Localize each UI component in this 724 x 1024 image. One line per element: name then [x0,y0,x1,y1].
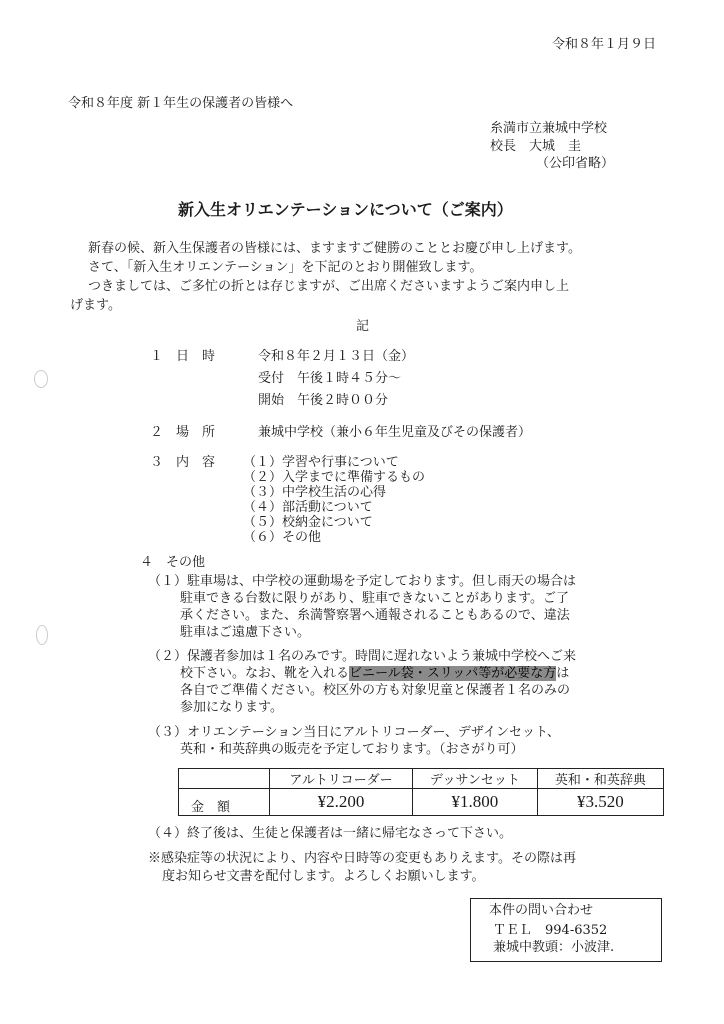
content-item: （３）中学校生活の心得 [243,485,387,500]
other-p2-line: 各自でご準備ください。校区外の方も対象児童と保護者１名のみの [180,683,571,698]
document-date: 令和８年１月９日 [551,37,656,52]
other-label: ４ その他 [140,555,206,570]
price-table-row [179,789,664,816]
content-item: （６）その他 [243,530,322,545]
content-label: ３ 内 容 [150,455,216,470]
contact-box [470,898,662,962]
note-line: ※感染症等の状況により、内容や日時等の変更もありえます。その際は再 [148,851,576,866]
other-p3-line: 英和・和英辞典の販売を予定しております。（おさがり可） [180,742,524,757]
content-item: （４）部活動について [243,500,373,515]
punch-hole-mark [34,370,48,388]
contact-tel: ＴＥＬ 994-6352 [493,923,608,938]
price-table-header-row [179,769,664,789]
body-line: さて、「新入生オリエンテーション」を下記のとおり開催致します。 [88,260,483,275]
addressee: 令和８年度 新１年生の保護者の皆様へ [68,96,294,111]
header-cell: アルトリコーダー [270,769,413,789]
body-line: 新春の候、新入生保護者の皆様には、ますますご健勝のこととお慶び申し上げます。 [88,241,581,256]
content-item: （５）校納金について [243,515,373,530]
header-cell: デッサンセット [412,769,537,789]
contact-heading: 本件の問い合わせ [489,903,594,918]
other-p1-line: 承ください。また、糸満警察署へ通報されることもあるので、違法 [180,608,570,623]
price-cell: ¥2.200 [270,789,413,816]
content-item: （２）入学までに準備するもの [243,470,426,485]
datetime-start: 開始 午後２時００分 [258,393,389,408]
other-p2-text: 校下さい。なお、靴を入れる [180,666,350,681]
place-label: ２ 場 所 [150,425,216,440]
sender-school: 糸満市立兼城中学校 [490,121,608,136]
datetime-reception: 受付 午後１時４５分～ [258,371,402,386]
body-line: つきましては、ご多忙の折とは存じますが、ご出席くださいますようご案内申し上 [88,279,570,294]
price-table [178,768,664,816]
other-p4: （４）終了後は、生徒と保護者は一緒に帰宅なさって下さい。 [148,826,513,841]
punch-hole-mark [36,625,48,645]
other-p1-line: 駐車できる台数に限りがあり、駐車できないことがあります。ご了 [180,591,569,606]
note-line: 度お知らせ文書を配付します。よろしくお願いします。 [162,869,485,884]
other-p1-line: 駐車はご遠慮下さい。 [180,625,311,640]
row-label: 金 額 [179,789,270,816]
page-title: 新入生オリエンテーションについて（ご案内） [178,200,513,219]
ki-heading: 記 [356,319,370,334]
other-p3-line: （３）オリエンテーション当日にアルトリコーダー、デザインセット、 [148,725,560,740]
datetime-label: １ 日 時 [150,349,216,364]
other-p2-line [180,667,569,680]
sender-principal: 校長 大城 圭 [490,139,582,154]
datetime-date: 令和８年２月１３日（金） [258,349,415,364]
body-line: げます。 [70,298,121,313]
content-item: （１）学習や行事について [243,455,399,470]
other-p2-line: （２）保護者参加は１名のみです。時間に遅れないよう兼城中学校へご来 [148,649,576,664]
price-cell: ¥1.800 [412,789,537,816]
empty-cell [179,769,270,789]
header-cell: 英和・和英辞典 [537,769,663,789]
seal-note: （公印省略） [536,156,615,171]
price-cell: ¥3.520 [537,789,663,816]
other-p1-line: （１）駐車場は、中学校の運動場を予定しております。但し雨天の場合は [148,574,576,589]
other-p2-line: 参加になります。 [180,700,283,715]
other-p2-text: は [556,666,570,681]
highlighted-text: ビニール袋・スリッパ等が必要な方 [349,666,557,681]
place-value: 兼城中学校（兼小６年生児童及びその保護者） [258,425,532,440]
contact-person: 兼城中教頭：小波津. [493,940,615,955]
